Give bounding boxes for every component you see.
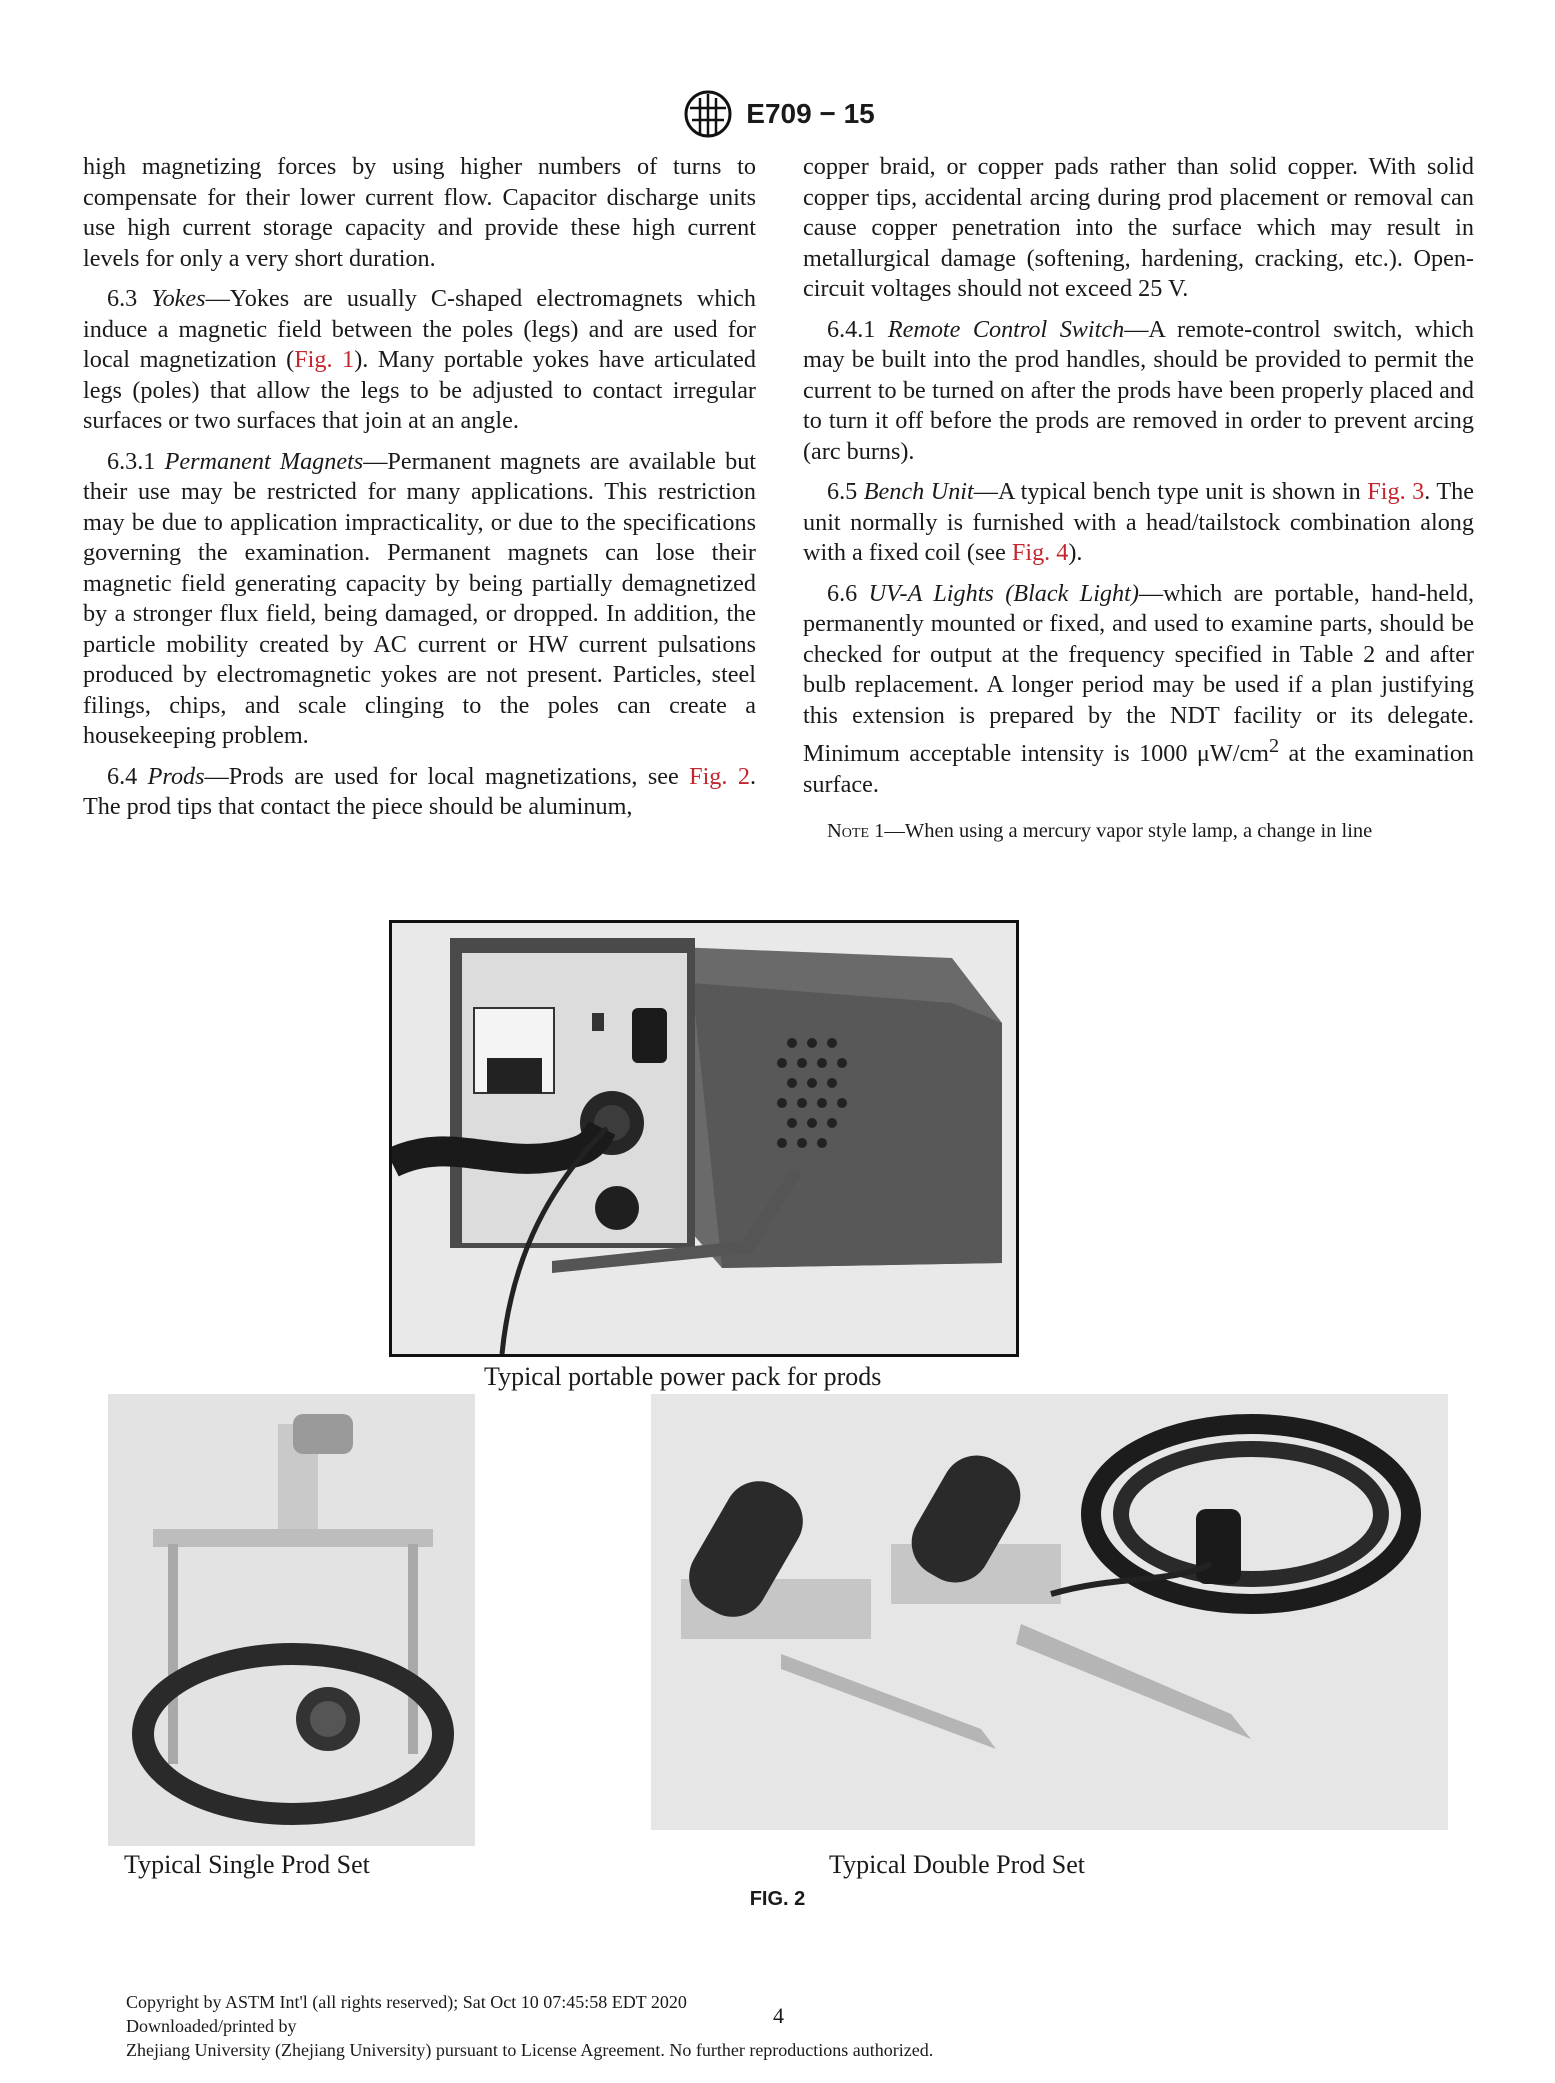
page-number: 4 bbox=[773, 2003, 784, 2028]
page-header bbox=[0, 88, 1555, 140]
paragraph: copper braid, or copper pads rather than solid copper. With solid copper tips, accidental arcing during prod placement or removal can cause copper penetration into the surface which may result in metallurgical damage (softening, hardening, cracking, etc.). Open-circuit voltages should not exceed 25 V. bbox=[803, 153, 1474, 302]
note-1: Note 1—When using a mercury vapor style lamp, a change in line bbox=[827, 820, 1373, 843]
double-prod-illustration bbox=[651, 1394, 1448, 1830]
single-prod-photo bbox=[108, 1394, 475, 1846]
single-prod-illustration bbox=[108, 1394, 475, 1846]
download-line: Downloaded/printed by bbox=[126, 2016, 297, 2036]
footer bbox=[126, 1990, 933, 2062]
paragraph: high magnetizing forces by using higher numbers of turns to compensate for their lower current flow. Capacitor discharge units use high current storage capacity and provide these high current levels for only a very short duration. bbox=[83, 153, 756, 272]
double-prod-caption: Typical Double Prod Set bbox=[829, 1850, 1085, 1879]
section-6-3: 6.3 Yokes—Yokes are usually C-shaped electromagnets which induce a magnetic field between the poles (legs) and are used for local magnetization (Fig. 1). Many portable yokes have articulated legs (poles) that allow the legs to be adjusted to contact irregular surfaces or two surfaces that join at an angle. bbox=[83, 285, 757, 434]
copyright-line: Copyright by ASTM Int'l (all rights reserved); Sat Oct 10 07:45:58 EDT 2020 bbox=[126, 1992, 687, 2012]
astm-logo-icon bbox=[680, 88, 736, 140]
document-code: E709 − 15 bbox=[746, 98, 875, 129]
left-column bbox=[83, 152, 756, 833]
fig-4-link[interactable]: Fig. 4 bbox=[1011, 539, 1069, 566]
power-pack-illustration bbox=[392, 923, 1016, 1354]
fig-2-link[interactable]: Fig. 2 bbox=[689, 762, 750, 790]
section-6-4-1: 6.4.1 Remote Control Switch—A remote-control switch, which may be built into the prod handles, should be provided to permit the current to be turned on after the prods have been properly placed and to turn it off before the prods are removed in order to prevent arcing (arc burns). bbox=[803, 315, 1474, 465]
section-6-3-1: 6.3.1 Permanent Magnets—Permanent magnets are available but their use may be restricted for many applications. This restriction may be due to application impracticality, or due to the specifications governing the examination. Permanent magnets can lose their magnetic field generating capacity by being partially demagnetized by a stronger flux field, being damaged, or dropped. In addition, the particle mobility created by AC current or HW current pulsations produced by electromagnetic yokes are not present. Particles, steel filings, chips, and scale clinging to the poles can create a housekeeping problem. bbox=[83, 447, 757, 749]
fig-3-link[interactable]: Fig. 3 bbox=[1367, 478, 1425, 505]
section-6-6: 6.6 UV-A Lights (Black Light)—which are portable, hand-held, permanently mounted or fixed, and used to examine parts, should be checked for output at the frequency specified in Table 2 and after bulb replacement. A longer period may be used if a plan justifying this extension is prepared by the NDT facility or its delegate. Minimum acceptable intensity is 1000 $\mu W/cm^2$ at the examination surface. bbox=[803, 579, 1475, 798]
power-pack-photo bbox=[389, 920, 1019, 1357]
fig-1-link[interactable]: Fig. 1 bbox=[294, 346, 355, 373]
section-6-5: 6.5 Bench Unit—A typical bench type unit is shown in Fig. 3. The unit normally is furnished with a head/tailstock combination along with a fixed coil (see Fig. 4). bbox=[803, 478, 1474, 566]
license-line: Zhejiang University (Zhejiang University) pursuant to License Agreement. No further reproductions authorized. bbox=[126, 2040, 934, 2060]
double-prod-photo bbox=[651, 1394, 1448, 1830]
single-prod-caption: Typical Single Prod Set bbox=[124, 1850, 370, 1879]
section-6-4: 6.4 Prods—Prods are used for local magnetizations, see Fig. 2. The prod tips that contact the piece should be aluminum, bbox=[83, 762, 756, 820]
right-column bbox=[803, 152, 1474, 854]
figure-label: FIG. 2 bbox=[749, 1888, 806, 1910]
power-pack-caption: Typical portable power pack for prods bbox=[484, 1362, 882, 1391]
